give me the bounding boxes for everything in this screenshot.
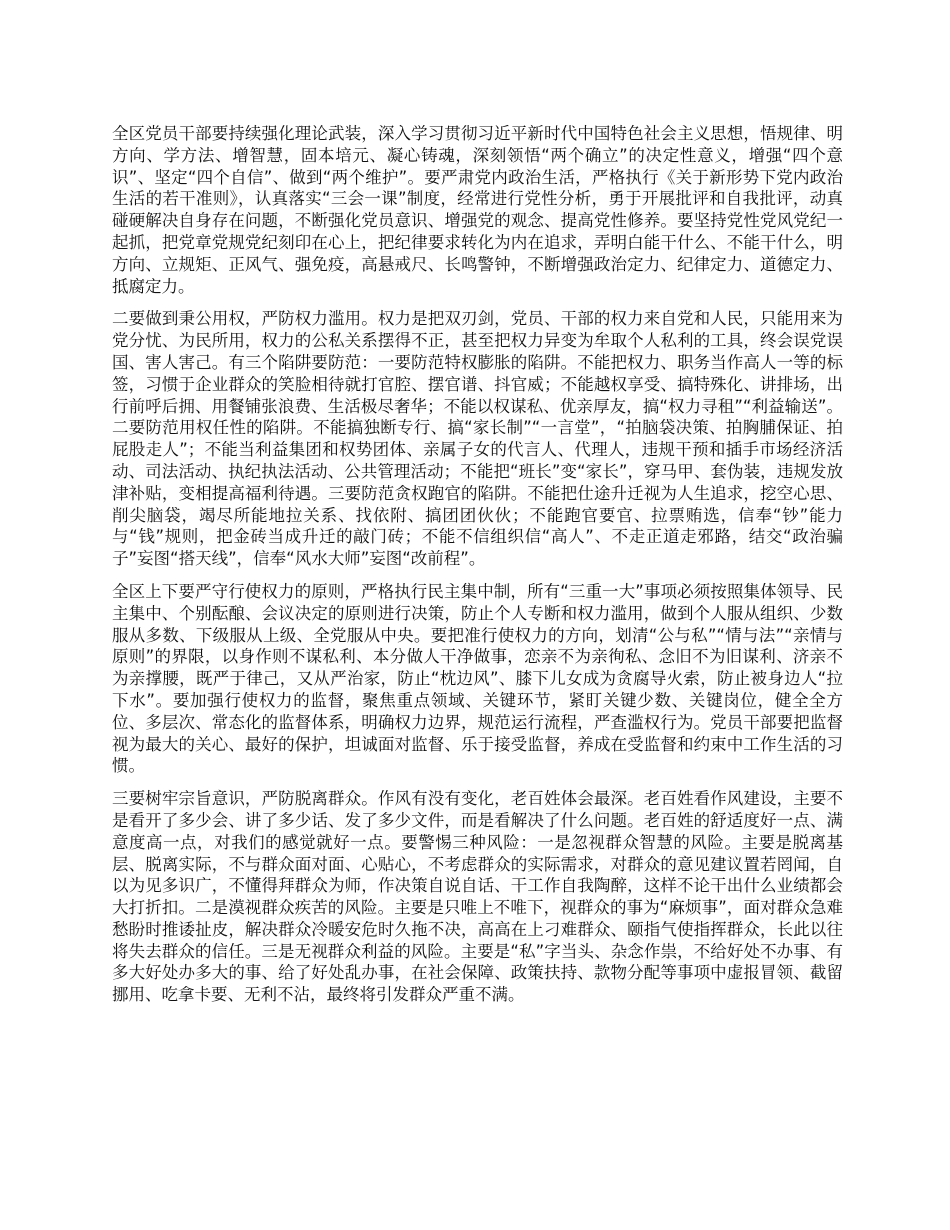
paragraph-theory-study: 全区党员干部要持续强化理论武装，深入学习贯彻习近平新时代中国特色社会主义思想，悟规律、明方向、学方法、增智慧，固本培元、凝心铸魂，深刻领悟“两个确立”的决定性意义，增强“四个意识”、坚定“四个自信”、做到“两个维护”。要严肃党内政治生活，严格执行《关于新形势下党内政治生活的若干准则》，认真落实“三会一课”制度，经常进行党性分析，勇于开展批评和自我批评，动真碰硬解决自身存在问题，不断强化党员意识、增强党的观念、提高党性修养。要坚持党性党风党纪一起抓，把党章党规党纪刻印在心上，把纪律要求转化为内在追求，弄明白能干什么、不能干什么，明方向、立规矩、正风气、强免疫，高悬戒尺、长鸣警钟，不断增强政治定力、纪律定力、道德定力、抵腐定力。 xyxy=(112,124,843,296)
paragraph-power-abuse: 二要做到秉公用权，严防权力滥用。权力是把双刃剑，党员、干部的权力来自党和人民，只能用来为党分忧、为民所用，权力的公私关系摆得不正，甚至把权力异变为牟取个人私利的工具，终会误党误国、害人害己。有三个陷阱要防范：一要防范特权膨胀的陷阱。不能把权力、职务当作高人一等的标签，习惯于企业群众的笑脸相待就打官腔、摆官谱、抖官威；不能越权享受、搞特殊化、讲排场，出行前呼后拥、用餐铺张浪费、生活极尽奢华；不能以权谋私、优亲厚友，搞“权力寻租”“利益输送”。二要防范用权任性的陷阱。不能搞独断专行、搞“家长制”“一言堂”，“拍脑袋决策、拍胸脯保证、拍屁股走人”；不能当利益集团和权势团体、亲属子女的代言人、代理人，违规干预和插手市场经济活动、司法活动、执纪执法活动、公共管理活动；不能把“班长”变“家长”，穿马甲、套伪装，违规发放津补贴，变相提高福利待遇。三要防范贪权跑官的陷阱。不能把仕途升迁视为人生追求，挖空心思、削尖脑袋，竭尽所能地拉关系、找依附、搞团团伙伙；不能跑官要官、拉票贿选，信奉“钞”能力与“钱”规则，把金砖当成升迁的敲门砖；不能不信组织信“高人”、不走正道走邪路，结交“政治骗子”妄图“搭天线”，信奉“风水大师”妄图“改前程”。 xyxy=(112,309,843,569)
paragraph-mass-line: 三要树牢宗旨意识，严防脱离群众。作风有没有变化，老百姓体会最深。老百姓看作风建设，主要不是看开了多少会、讲了多少话、发了多少文件，而是看解决了什么问题。老百姓的舒适度好一点、满意度高一点，对我们的感觉就好一点。要警惕三种风险：一是忽视群众智慧的风险。主要是脱离基层、脱离实际，不与群众面对面、心贴心，不考虑群众的实际需求，对群众的意见建议置若罔闻，自以为见多识广，不懂得拜群众为师，作决策自说自话、干工作自我陶醉，这样不论干出什么业绩都会大打折扣。二是漠视群众疾苦的风险。主要是只唯上不唯下，视群众的事为“麻烦事”，面对群众急难愁盼时推诿扯皮，解决群众冷暖安危时久拖不决，高高在上刁难群众、颐指气使指挥群众，长此以往将失去群众的信任。三是无视群众利益的风险。主要是“私”字当头、杂念作祟，不给好处不办事、有多大好处办多大的事、给了好处乱办事，在社会保障、政策扶持、款物分配等事项中虚报冒领、截留挪用、吃拿卡要、无利不沾，最终将引发群众严重不满。 xyxy=(112,789,843,1005)
document-body xyxy=(112,123,843,1017)
paragraph-power-principles: 全区上下要严守行使权力的原则，严格执行民主集中制，所有“三重一大”事项必须按照集体领导、民主集中、个别酝酿、会议决定的原则进行决策，防止个人专断和权力滥用，做到个人服从组织、少数服从多数、下级服从上级、全党服从中央。要把准行使权力的方向，划清“公与私”“情与法”“亲情与原则”的界限，以身作则不谋私利、本分做人干净做事，恋亲不为亲徇私、念旧不为旧谋利、济亲不为亲撑腰，既严于律己，又从严治家，防止“枕边风”、膝下儿女成为贪腐导火索，防止被身边人“拉下水”。要加强行使权力的监督，聚焦重点领域、关键环节，紧盯关键少数、关键岗位，健全全方位、多层次、常态化的监督体系，明确权力边界，规范运行流程，严查滥权行为。党员干部要把监督视为最大的关心、最好的保护，坦诚面对监督、乐于接受监督，养成在受监督和约束中工作生活的习惯。 xyxy=(112,581,843,776)
